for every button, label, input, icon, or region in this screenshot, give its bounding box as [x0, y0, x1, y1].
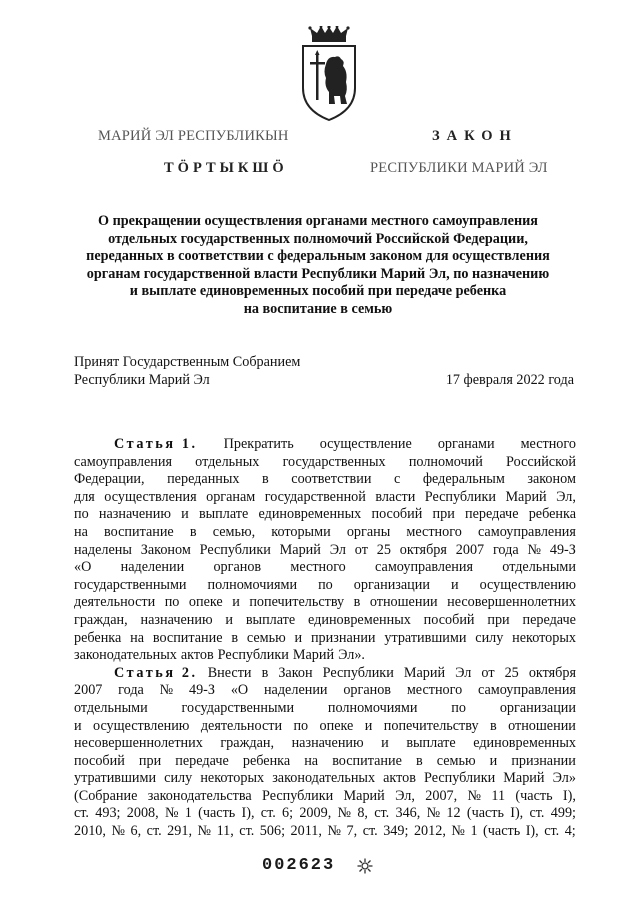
- ornament-star-icon: [357, 858, 373, 874]
- body-line: Федерации, переданных в соответствии с федеральным законом: [74, 471, 576, 488]
- body-line: самоуправления отдельных государственных полномочий Российской: [74, 453, 576, 470]
- coat-of-arms-emblem: [298, 26, 360, 122]
- law-title-line: органам государственной власти Республики Марий Эл, по назначению: [86, 265, 550, 282]
- document-number: 002623: [262, 856, 336, 875]
- body-line: на воспитание в семью, которыми органы местного самоуправления: [74, 523, 576, 540]
- body-line: Статья 2. Внести в Закон Республики Марий Эл от 25 октября: [114, 664, 576, 681]
- body-line: граждан, назначению и выплате единовременных пособий при передаче: [74, 611, 576, 628]
- article-2: [74, 665, 576, 841]
- article-1: [74, 436, 576, 665]
- body-line: утратившими силу некоторых законодательных актов Республики Марий Эл»: [74, 770, 576, 787]
- adopted-by-line1: Принят Государственным Собранием: [74, 354, 301, 370]
- body-line: 2010, № 6, ст. 291, № 11, ст. 506; 2011, № 7, ст. 349; 2012, № 1 (часть I), ст. 4;: [74, 823, 576, 840]
- body-line: законодательных актов Республики Марий Эл».: [74, 647, 365, 664]
- header-left-line2: ТӦРТЫКШӦ: [164, 160, 288, 176]
- law-title-line: переданных в соответствии с федеральным законом для осуществления: [86, 248, 550, 265]
- adoption-date: 17 февраля 2022 года: [445, 371, 574, 388]
- article-label: Статья 2.: [114, 664, 198, 681]
- body-line: по назначению и выплате единовременных пособий при передаче ребенка: [74, 506, 576, 523]
- body-line: отдельными государственными полномочиями по организации: [74, 699, 576, 716]
- body-line: Статья 1. Прекратить осуществление органами местного: [114, 436, 576, 452]
- body-line: ребенка на воспитание в семью и признании утратившими силу некоторых: [74, 629, 576, 646]
- header-right-line1: ЗАКОН: [432, 128, 518, 144]
- body-line: ст. 493; 2008, № 1 (часть I), ст. 6; 2009, № 8, ст. 346, № 12 (часть I), ст. 499;: [74, 805, 576, 822]
- law-title-line: и выплате единовременных пособий при передаче ребенка: [129, 283, 507, 300]
- law-title: [60, 213, 576, 319]
- header-left-line1: МАРИЙ ЭЛ РЕСПУБЛИКЫН: [98, 128, 289, 144]
- body-line: несовершеннолетних граждан, назначению и выплате единовременных: [74, 735, 576, 752]
- header-right-line2: РЕСПУБЛИКИ МАРИЙ ЭЛ: [370, 160, 548, 176]
- body-line: и осуществлению деятельности по опеке и попечительству в отношении: [74, 717, 576, 734]
- article-label: Статья 1.: [114, 436, 198, 452]
- adopted-by-line2: Республики Марий Эл: [74, 371, 210, 388]
- body-line: пособий при передаче ребенка на воспитание в семью и признании: [74, 752, 576, 769]
- law-title-line: отдельных государственных полномочий Российской Федерации,: [108, 230, 528, 247]
- adoption-block: [74, 354, 576, 389]
- body-line: деятельности по опеке и попечительству в отношении несовершеннолетних: [74, 594, 576, 611]
- law-title-line: на воспитание в семью: [243, 300, 393, 317]
- body-line: государственными полномочиями по организации и осуществлению: [74, 576, 576, 593]
- body-line: наделены Законом Республики Марий Эл от 25 октября 2007 года № 49-З: [74, 541, 576, 558]
- body-line: 2007 года № 49-З «О наделении органов местного самоуправления: [74, 682, 576, 699]
- law-title-line: О прекращении осуществления органами местного самоуправления: [98, 213, 538, 229]
- body-line: «О наделении органов местного самоуправления отдельными: [74, 559, 576, 576]
- law-body: [74, 436, 576, 841]
- body-line: для осуществления органам государственной власти Республики Марий Эл,: [74, 488, 576, 505]
- body-line: (Собрание законодательства Республики Марий Эл, 2007, № 11 (часть I),: [74, 787, 576, 804]
